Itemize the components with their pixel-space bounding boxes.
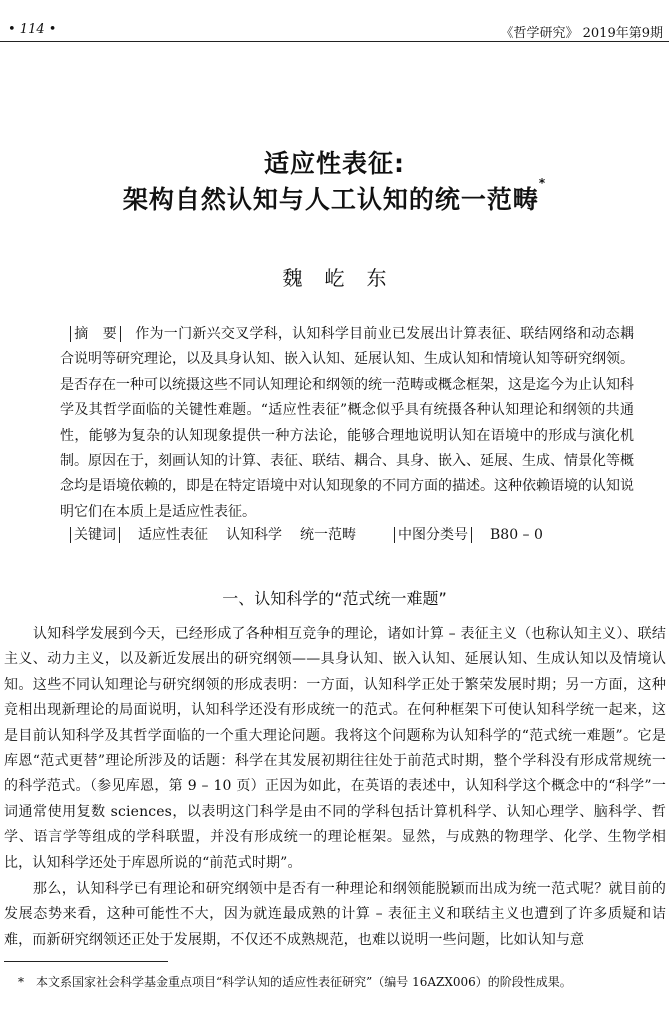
abstract-label: 摘 要 xyxy=(70,326,121,342)
footnote-mark: * xyxy=(18,975,24,989)
page-number: • 114 • xyxy=(8,22,57,37)
article-title-line1: 适应性表征: xyxy=(264,149,405,178)
classification-value: B80 – 0 xyxy=(490,527,543,543)
keyword-item: 统一范畴 xyxy=(300,527,356,543)
abstract xyxy=(60,322,634,525)
title-footnote-mark: * xyxy=(538,176,547,190)
article-title-text: 架构自然认知与人工认知的统一范畴 xyxy=(122,185,539,214)
keyword-item: 适应性表征 xyxy=(138,527,208,543)
footnote-rule xyxy=(4,961,168,962)
classification-label: 中图分类号 xyxy=(394,527,472,543)
author-name: 魏屹东 xyxy=(282,266,409,290)
section-heading: 一、认知科学的“范式统一难题” xyxy=(222,589,447,608)
footnote-text: 本文系国家社会科学基金重点项目“科学认知的适应性表征研究”（编号 16AZX006）的阶段性成果。 xyxy=(36,975,572,989)
body-paragraph: 那么，认知科学已有理论和研究纲领中是否有一种理论和纲领能脱颖而出成为统一范式呢？就目前的发展态势来看，这种可能性不大，因为就连最成熟的计算 – 表征主义和联结主义也遭到了许多质疑和诘难，而新研究纲领还正处于发展期，不仅还不成熟规范，也难以说明一些问题，比如认知与意 xyxy=(4,881,666,948)
keywords-label: 关键词 xyxy=(70,527,120,543)
body-paragraph: 认知科学发展到今天，已经形成了各种相互竞争的理论，诸如计算 – 表征主义（也称认知主义）、联结主义、动力主义，以及新近发展出的研究纲领——具身认知、嵌入认知、延展认知、生成认知以及情境认知。这些不同认知理论与研究纲领的形成表明：一方面，认知科学正处于繁荣发展时期；另一方面，这种竞相出现新理论的局面说明，认知科学还没有形成统一的范式。在何种框架下可使认知科学统一起来，这是目前认知科学及其哲学面临的一个重大理论问题。我将这个问题称为认知科学的“范式统一难题”。它是库恩“范式更替”理论所涉及的话题：科学在其发展初期往往处于前范式时期，整个学科没有形成常规统一的科学范式。（参见库恩，第 9 – 10 页）正因为如此，在英语的表述中，认知科学这个概念中的“科学”一词通常使用复数 sciences，以表明这门科学是由不同的学科包括计算机科学、认知心理学、脑科学、哲学、语言学等组成的学科联盟，并没有形成统一的理论框架。显然，与成熟的物理学、化学、生物学相比，认知科学还处于库恩所说的“前范式时期”。 xyxy=(4,626,666,871)
article-title-line2 xyxy=(0,176,669,216)
header-rule xyxy=(0,41,669,42)
abstract-text: 作为一门新兴交叉学科，认知科学目前业已发展出计算表征、联结网络和动态耦合说明等研究理论，以及具身认知、嵌入认知、延展认知、生成认知和情境认知等研究纲领。是否存在一种可以统摄这些不同认知理论和纲领的统一范畴或概念框架，这是迄今为止认知科学及其哲学面临的关键性难题。“适应性表征”概念似乎具有统摄各种认知理论和纲领的共通性，能够为复杂的认知现象提供一种方法论，能够合理地说明认知在语境中的形成与演化机制。原因在于，刻画认知的计算、表征、联结、耦合、具身、嵌入、延展、生成、情景化等概念均是语境依赖的，即是在特定语境中对认知现象的不同方面的描述。这种依赖语境的认知说明它们在本质上是适应性表征。 xyxy=(60,326,635,520)
footnote xyxy=(18,973,572,990)
keyword-item: 认知科学 xyxy=(226,527,282,543)
journal-name: 《哲学研究》 2019年第9期 xyxy=(500,26,663,41)
keywords-line xyxy=(60,524,660,544)
